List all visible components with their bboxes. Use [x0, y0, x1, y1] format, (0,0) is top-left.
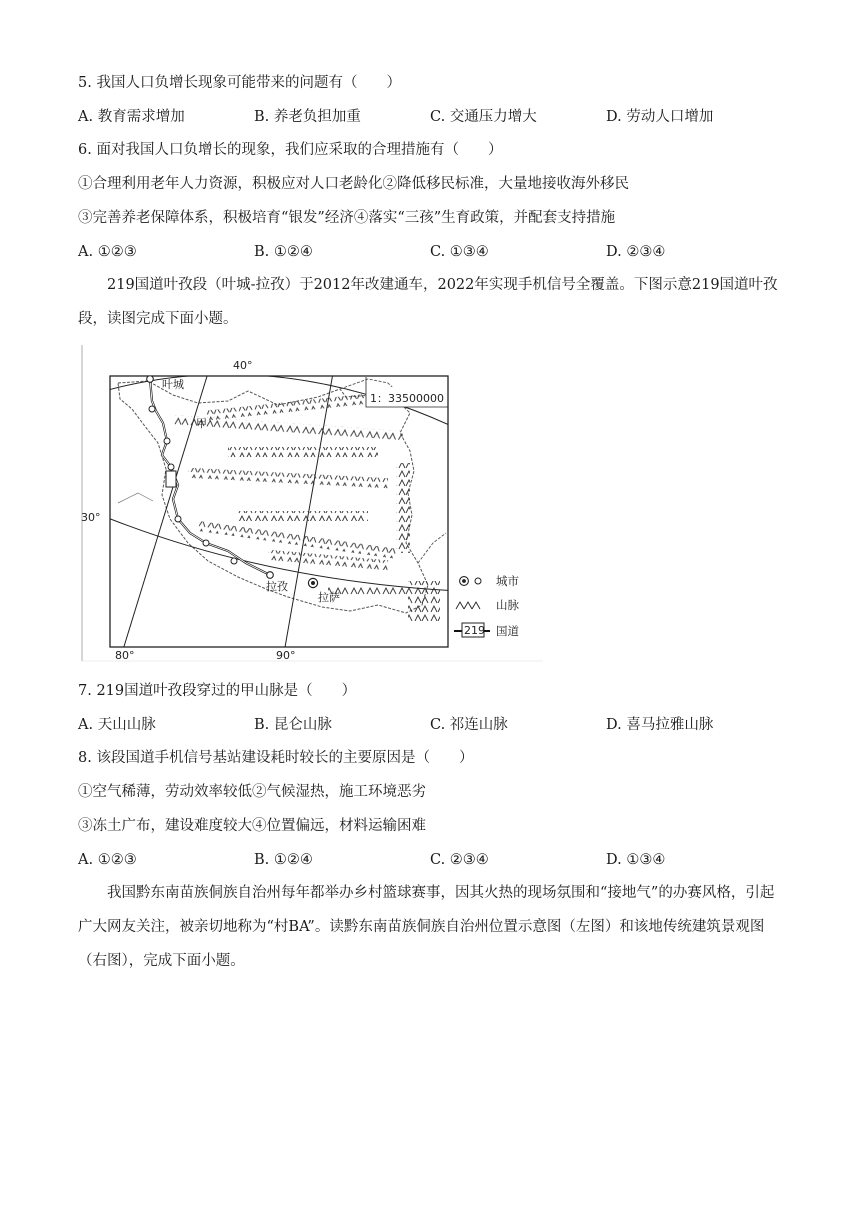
passage-219-road: 219国道叶孜段（叶城-拉孜）于2012年改建通车，2022年实现手机信号全覆盖。下图示意219国道叶孜段，读图完成下面小题。	[78, 277, 778, 327]
city-yecheng-marker	[147, 376, 154, 383]
q5-option-a: A. 教育需求增加	[78, 109, 185, 125]
passage-village-ba: 我国黔东南苗族侗族自治州每年都举办乡村篮球赛事，因其火热的现场氛围和“接地气”的办赛风格，引起广大网友关注，被亲切地称为“村BA”。读黔东南苗族侗族自治州位置示意图（左图）和该地传统建筑景观图（右图），完成下面小题。	[78, 885, 775, 969]
q6-statement-line-1: ①合理利用老年人力资源，积极应对人口老龄化②降低移民标准，大量地接收海外移民	[78, 176, 629, 192]
longitude-label-90: 90°	[276, 649, 296, 662]
city-lazi-marker	[267, 572, 274, 579]
q8-option-b: B. ①②④	[254, 852, 313, 868]
q7-stem: 7. 219国道叶孜段穿过的甲山脉是（ ）	[78, 683, 357, 699]
longitude-label-80: 80°	[115, 649, 135, 662]
latitude-label-30: 30°	[81, 511, 101, 524]
legend-city-label: 城市	[496, 574, 519, 588]
city-yecheng-label: 叶城	[162, 378, 184, 391]
q6-option-b: B. ①②④	[254, 244, 313, 260]
q8-statement-line-1: ①空气稀薄，劳动效率较低②气候湿热，施工环境恶劣	[78, 784, 426, 800]
mountain-jia-label: 甲	[196, 417, 207, 430]
q8-option-d: D. ①③④	[606, 852, 666, 868]
map-scale: 1：33500000	[370, 392, 444, 405]
mountain-icon	[456, 602, 480, 609]
q6-option-a: A. ①②③	[78, 244, 137, 260]
q6-option-d: D. ②③④	[606, 244, 666, 260]
legend-mountain-label: 山脉	[496, 598, 519, 612]
q8-option-c: C. ②③④	[430, 852, 489, 868]
q7-option-b: B. 昆仑山脉	[254, 717, 332, 733]
q7-option-d: D. 喜马拉雅山脉	[606, 717, 714, 733]
map-legend	[454, 574, 519, 638]
q6-statement-line-2: ③完善养老保障体系，积极培育“银发”经济④落实“三孩”生育政策，并配套支持措施	[78, 210, 616, 226]
city-lazi-label: 拉孜	[266, 580, 288, 593]
q5-stem: 5. 我国人口负增长现象可能带来的问题有（ ）	[78, 75, 401, 91]
q8-option-a: A. ①②③	[78, 852, 137, 868]
q5-option-d: D. 劳动人口增加	[606, 109, 714, 125]
q7-option-c: C. 祁连山脉	[430, 717, 508, 733]
q8-statement-line-2: ③冻土广布，建设难度较大④位置偏远，材料运输困难	[78, 818, 426, 834]
q5-option-c: C. 交通压力增大	[430, 109, 537, 125]
city-lasa-label: 拉萨	[318, 591, 340, 604]
legend-road-number: 219	[464, 624, 485, 637]
map-219-road	[78, 343, 548, 665]
q6-option-c: C. ①③④	[430, 244, 489, 260]
road-shield-icon	[166, 471, 176, 487]
q6-stem: 6. 面对我国人口负增长的现象，我们应采取的合理措施有（ ）	[78, 142, 503, 158]
q7-option-a: A. 天山山脉	[78, 717, 156, 733]
legend-road-label: 国道	[496, 624, 519, 638]
q8-stem: 8. 该段国道手机信号基站建设耗时较长的主要原因是（ ）	[78, 750, 474, 766]
latitude-label-40: 40°	[233, 359, 253, 372]
q5-option-b: B. 养老负担加重	[254, 109, 361, 125]
